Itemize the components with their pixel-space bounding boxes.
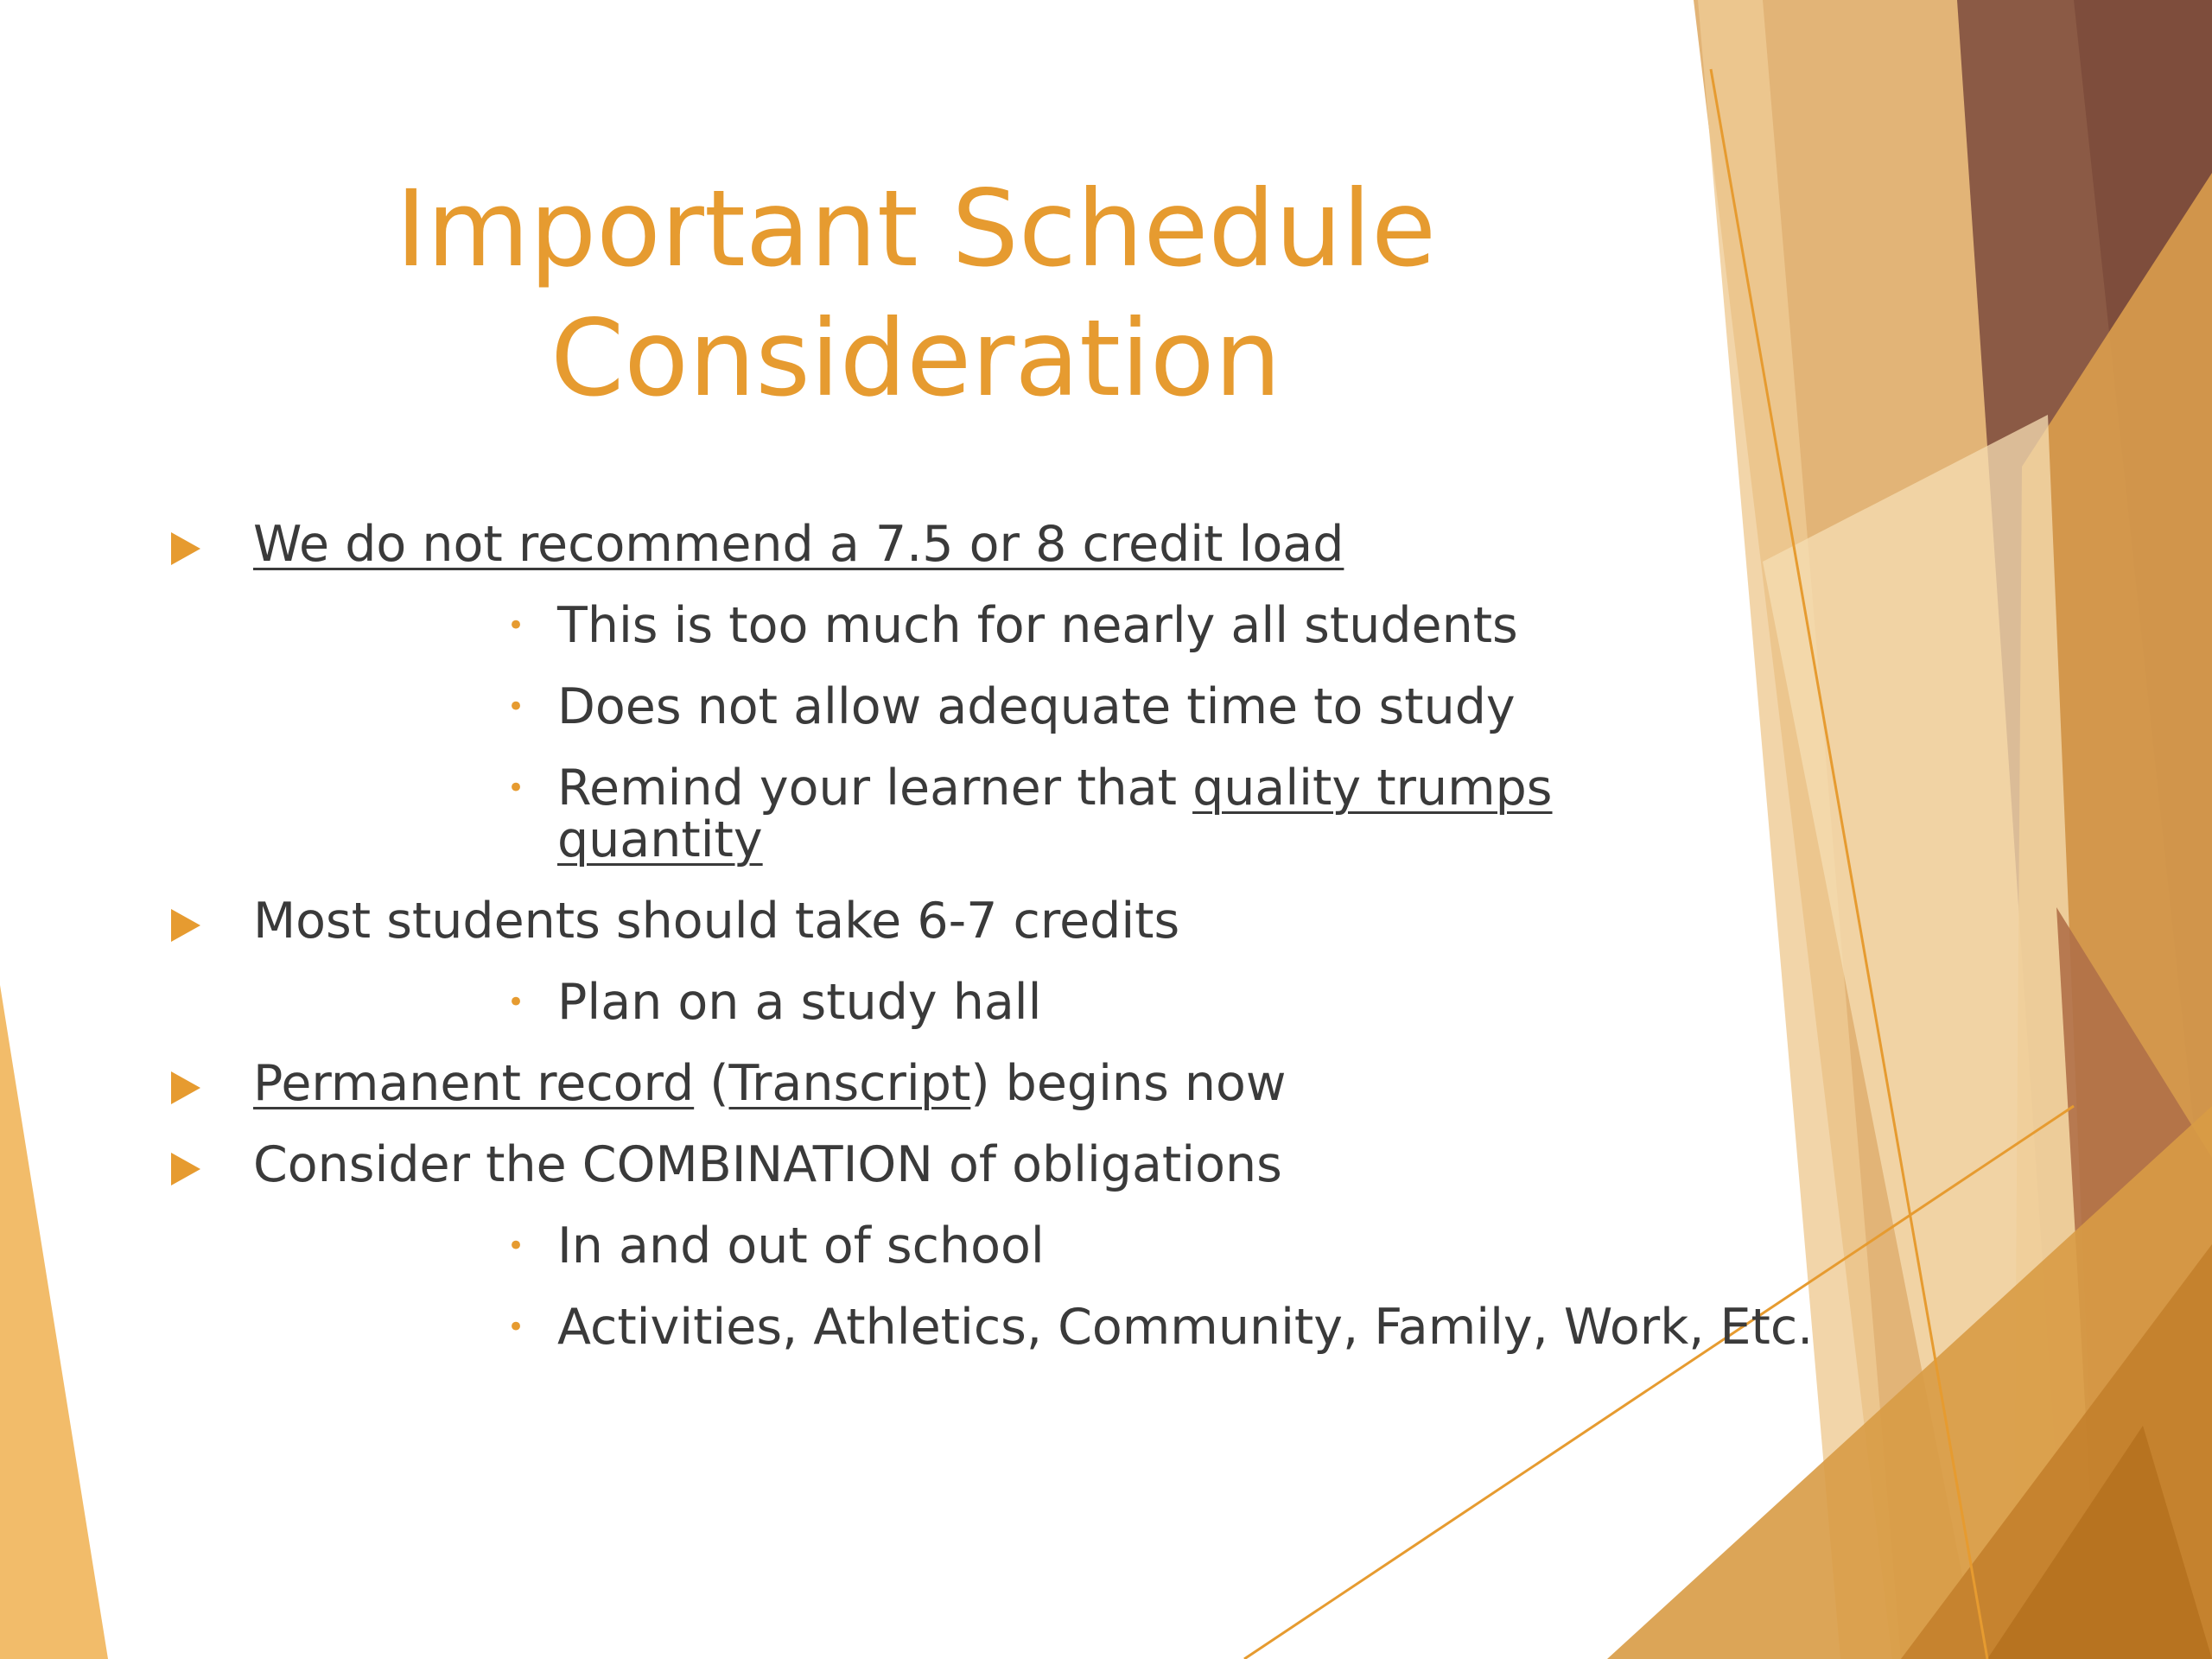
sub-bullet-text: Plan on a study hall <box>557 974 1042 1031</box>
bullet-item <box>164 1136 1702 1193</box>
sub-bullet-text: Remind your learner that <box>557 760 1193 817</box>
bullet-text: ( <box>694 1055 729 1112</box>
underlined-phrase: quality trumps quantity <box>557 760 1553 868</box>
title-line-2: Consideration <box>550 297 1281 420</box>
triangle-arrow-icon <box>171 532 200 565</box>
dot-icon: • <box>507 985 525 1020</box>
slide-title <box>138 164 1694 423</box>
underlined-phrase: Transcript <box>728 1055 971 1112</box>
underlined-phrase: Permanent record <box>253 1055 695 1112</box>
sub-bullet-item <box>164 974 1702 1031</box>
bullet-text: Most students should take 6-7 credits <box>253 893 1180 950</box>
bullet-item <box>164 516 1702 573</box>
sub-bullet-item <box>164 1299 1871 1356</box>
triangle-arrow-icon <box>171 1071 200 1104</box>
triangle-arrow-icon <box>171 909 200 942</box>
bullet-text: Consider the COMBINATION of obligations <box>253 1136 1282 1193</box>
dot-icon: • <box>507 608 525 643</box>
dot-icon: • <box>507 690 525 724</box>
sub-bullet-item <box>164 762 1689 866</box>
sub-bullet-item <box>164 597 1702 654</box>
bullet-item <box>164 1055 1702 1112</box>
dot-icon: • <box>507 771 525 805</box>
bullet-text: ) begins now <box>970 1055 1287 1112</box>
sub-bullet-item <box>164 1217 1702 1274</box>
dot-icon: • <box>507 1229 525 1263</box>
sub-bullet-text: In and out of school <box>557 1217 1045 1274</box>
bullet-item <box>164 893 1702 950</box>
dot-icon: • <box>507 1310 525 1344</box>
title-line-1: Important Schedule <box>395 168 1437 290</box>
bullet-list <box>164 516 1814 1382</box>
sub-bullet-text: This is too much for nearly all students <box>557 597 1518 654</box>
sub-bullet-text: Does not allow adequate time to study <box>557 678 1516 735</box>
triangle-arrow-icon <box>171 1153 200 1185</box>
sub-bullet-text: Activities, Athletics, Community, Family, Work, Etc. <box>557 1299 1814 1356</box>
sub-bullet-item <box>164 678 1702 735</box>
left-facet <box>0 985 108 1659</box>
bullet-text: We do not recommend a 7.5 or 8 credit load <box>253 516 1344 573</box>
